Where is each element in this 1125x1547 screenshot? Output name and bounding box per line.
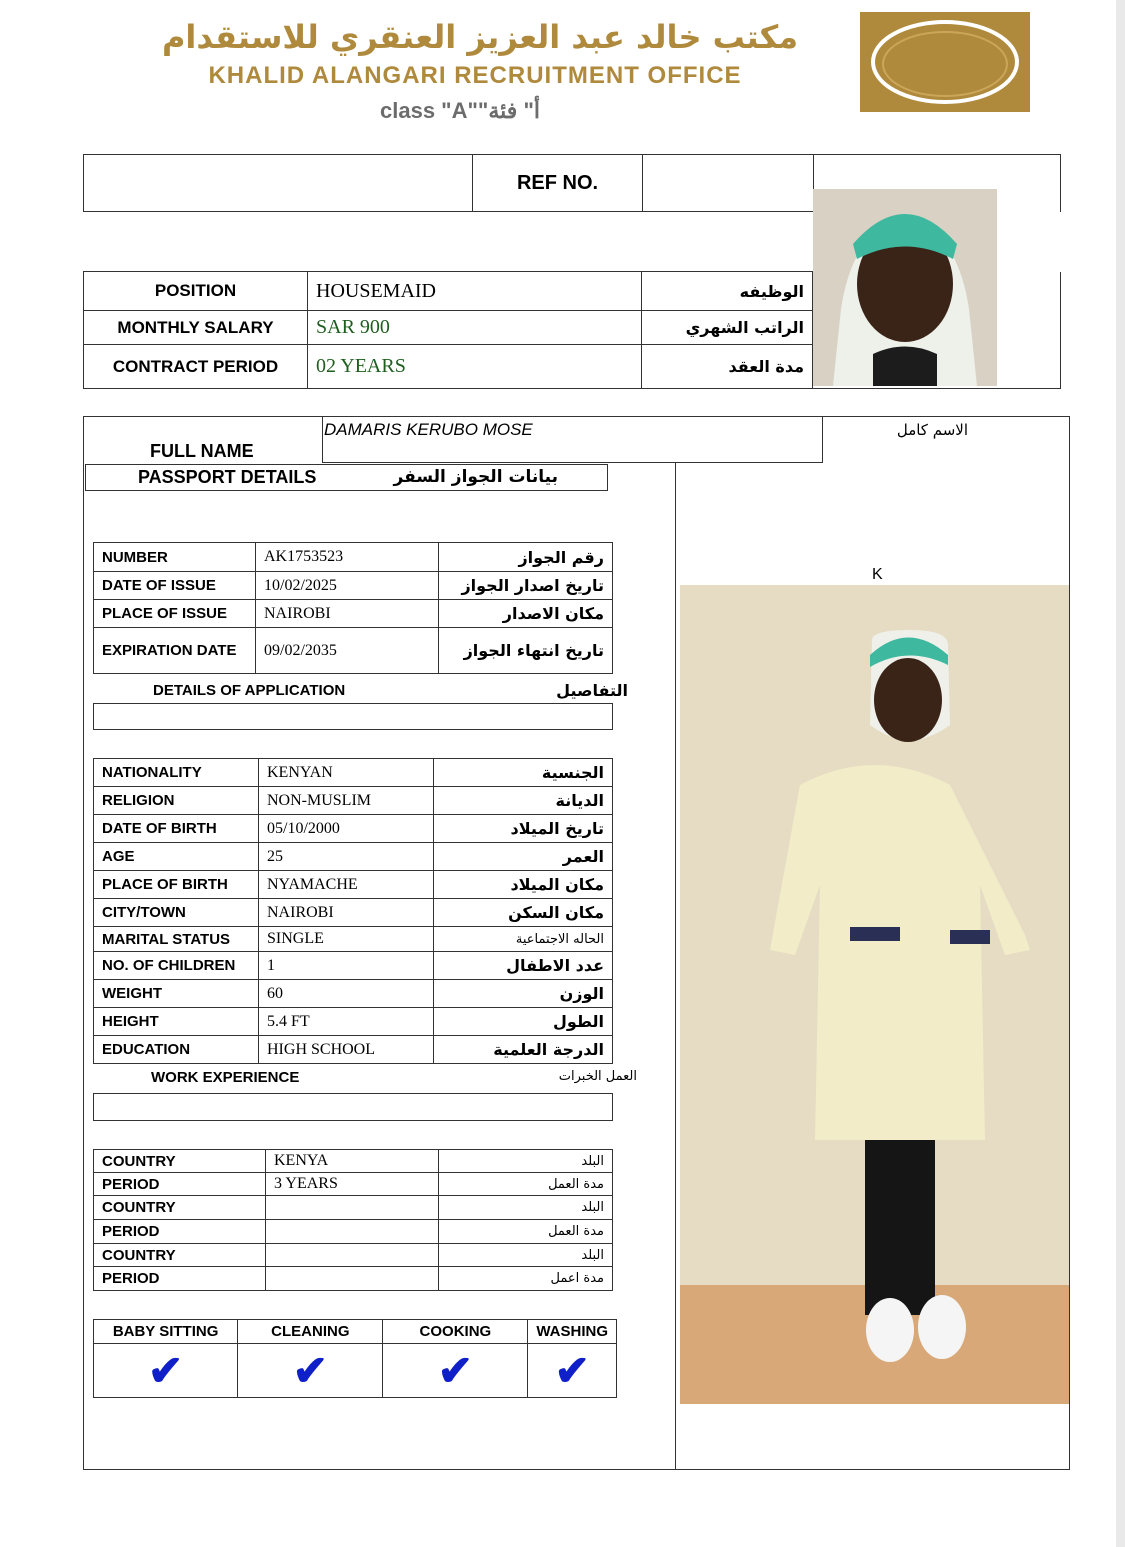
salary-label: MONTHLY SALARY xyxy=(84,311,308,345)
ref-label: REF NO. xyxy=(473,155,643,212)
application-details-box[interactable] xyxy=(93,703,613,730)
salary-value: SAR 900 xyxy=(308,311,642,345)
birth-date-value: 05/10/2000 xyxy=(259,815,434,843)
issue-date-label-ar: تاريخ اصدار الجواز xyxy=(439,572,613,600)
work-heading: WORK EXPERIENCE xyxy=(151,1069,300,1086)
birth-place-value: NYAMACHE xyxy=(259,871,434,899)
skill-cleaning-check-icon[interactable]: ✔ xyxy=(238,1344,383,1398)
issue-place-label-ar: مكان الاصدار xyxy=(439,600,613,628)
expiration-label: EXPIRATION DATE xyxy=(94,628,256,674)
expiration-label-ar: تاريخ انتهاء الجواز xyxy=(439,628,613,674)
age-label-ar: العمر xyxy=(434,843,613,871)
skill-cooking-check-icon[interactable]: ✔ xyxy=(383,1344,528,1398)
work-period-3-label-ar: مدة اعمل xyxy=(439,1267,613,1291)
work-country-2-label: COUNTRY xyxy=(94,1196,266,1220)
height-label-ar: الطول xyxy=(434,1008,613,1036)
weight-label: WEIGHT xyxy=(94,980,259,1008)
skills-table xyxy=(93,1319,617,1398)
work-table xyxy=(93,1149,613,1291)
salary-label-ar: الراتب الشهري xyxy=(642,311,813,345)
name-divider-right xyxy=(822,416,823,463)
skill-washing-header: WASHING xyxy=(528,1320,617,1344)
city-label-ar: مكان السكن xyxy=(434,899,613,927)
work-period-3-value xyxy=(266,1267,439,1291)
contract-value: 02 YEARS xyxy=(308,345,642,389)
marital-status-label-ar: الحاله الاجتماعية xyxy=(434,927,613,952)
skill-baby-sitting-check-icon[interactable]: ✔ xyxy=(94,1344,238,1398)
nationality-label: NATIONALITY xyxy=(94,759,259,787)
work-heading-ar: العمل الخبرات xyxy=(558,1069,637,1084)
column-divider xyxy=(675,463,676,1470)
office-arabic-title: مكتب خالد عبد العزيز العنقري للاستقدام xyxy=(161,18,799,56)
skill-baby-sitting-header: BABY SITTING xyxy=(94,1320,238,1344)
height-label: HEIGHT xyxy=(94,1008,259,1036)
full-name-label-ar: الاسم كامل xyxy=(896,421,968,439)
expiration-value: 09/02/2035 xyxy=(256,628,439,674)
contract-label: CONTRACT PERIOD xyxy=(84,345,308,389)
passport-number-value: AK1753523 xyxy=(256,543,439,572)
work-country-1-label-ar: البلد xyxy=(439,1150,613,1173)
age-value: 25 xyxy=(259,843,434,871)
birth-place-label: PLACE OF BIRTH xyxy=(94,871,259,899)
skill-washing-check-icon[interactable]: ✔ xyxy=(528,1344,617,1398)
work-experience-box[interactable] xyxy=(93,1093,613,1121)
headshot-photo xyxy=(813,189,997,386)
work-country-3-value xyxy=(266,1244,439,1267)
office-logo xyxy=(860,12,1030,112)
birth-date-label: DATE OF BIRTH xyxy=(94,815,259,843)
nationality-value: KENYAN xyxy=(259,759,434,787)
position-label-ar: الوظيفه xyxy=(642,272,813,311)
work-period-1-label: PERIOD xyxy=(94,1173,266,1196)
name-divider-left xyxy=(322,416,323,463)
marital-status-value: SINGLE xyxy=(259,927,434,952)
marital-status-label: MARITAL STATUS xyxy=(94,927,259,952)
issue-place-value: NAIROBI xyxy=(256,600,439,628)
weight-label-ar: الوزن xyxy=(434,980,613,1008)
work-country-1-label: COUNTRY xyxy=(94,1150,266,1173)
office-class-label: class "A""أ" فئة xyxy=(380,98,540,123)
age-label: AGE xyxy=(94,843,259,871)
skill-cooking-header: COOKING xyxy=(383,1320,528,1344)
position-label: POSITION xyxy=(84,272,308,311)
birth-date-label-ar: تاريخ الميلاد xyxy=(434,815,613,843)
education-value: HIGH SCHOOL xyxy=(259,1036,434,1064)
passport-heading-ar: بيانات الجواز السفر xyxy=(393,467,558,487)
ref-value[interactable] xyxy=(643,155,814,212)
nationality-label-ar: الجنسية xyxy=(434,759,613,787)
office-english-title: KHALID ALANGARI RECRUITMENT OFFICE xyxy=(208,62,742,89)
full-name-value: DAMARIS KERUBO MOSE xyxy=(324,420,533,439)
work-country-3-label: COUNTRY xyxy=(94,1244,266,1267)
passport-number-label-ar: رقم الجواز xyxy=(439,543,613,572)
full-name-label: FULL NAME xyxy=(150,441,254,461)
work-country-2-value xyxy=(266,1196,439,1220)
education-label: EDUCATION xyxy=(94,1036,259,1064)
skill-cleaning-header: CLEANING xyxy=(238,1320,383,1344)
work-country-2-label-ar: البلد xyxy=(439,1196,613,1220)
religion-value: NON-MUSLIM xyxy=(259,787,434,815)
work-period-2-label-ar: مدة العمل xyxy=(439,1220,613,1244)
position-value: HOUSEMAID xyxy=(308,272,642,311)
religion-label-ar: الديانة xyxy=(434,787,613,815)
work-period-1-label-ar: مدة العمل xyxy=(439,1173,613,1196)
passport-number-label: NUMBER xyxy=(94,543,256,572)
city-label: CITY/TOWN xyxy=(94,899,259,927)
work-period-2-label: PERIOD xyxy=(94,1220,266,1244)
name-underline xyxy=(322,462,823,463)
religion-label: RELIGION xyxy=(94,787,259,815)
issue-date-label: DATE OF ISSUE xyxy=(94,572,256,600)
personal-table xyxy=(93,758,613,1064)
passport-table xyxy=(93,542,613,674)
ref-blank-cell xyxy=(84,155,473,212)
work-period-1-value: 3 YEARS xyxy=(266,1173,439,1196)
work-period-3-label: PERIOD xyxy=(94,1267,266,1291)
photo-caption: K xyxy=(872,566,883,583)
application-heading-ar: التفاصيل xyxy=(556,681,628,700)
application-heading: DETAILS OF APPLICATION xyxy=(153,682,346,699)
contract-label-ar: مدة العقد xyxy=(642,345,813,389)
passport-heading: PASSPORT DETAILS xyxy=(138,467,317,487)
issue-date-value: 10/02/2025 xyxy=(256,572,439,600)
children-label: NO. OF CHILDREN xyxy=(94,952,259,980)
birth-place-label-ar: مكان الميلاد xyxy=(434,871,613,899)
children-value: 1 xyxy=(259,952,434,980)
weight-value: 60 xyxy=(259,980,434,1008)
issue-place-label: PLACE OF ISSUE xyxy=(94,600,256,628)
height-value: 5.4 FT xyxy=(259,1008,434,1036)
city-value: NAIROBI xyxy=(259,899,434,927)
education-label-ar: الدرجة العلمية xyxy=(434,1036,613,1064)
work-period-2-value xyxy=(266,1220,439,1244)
work-country-3-label-ar: البلد xyxy=(439,1244,613,1267)
work-country-1-value: KENYA xyxy=(266,1150,439,1173)
children-label-ar: عدد الاطفال xyxy=(434,952,613,980)
full-body-photo xyxy=(680,585,1069,1404)
